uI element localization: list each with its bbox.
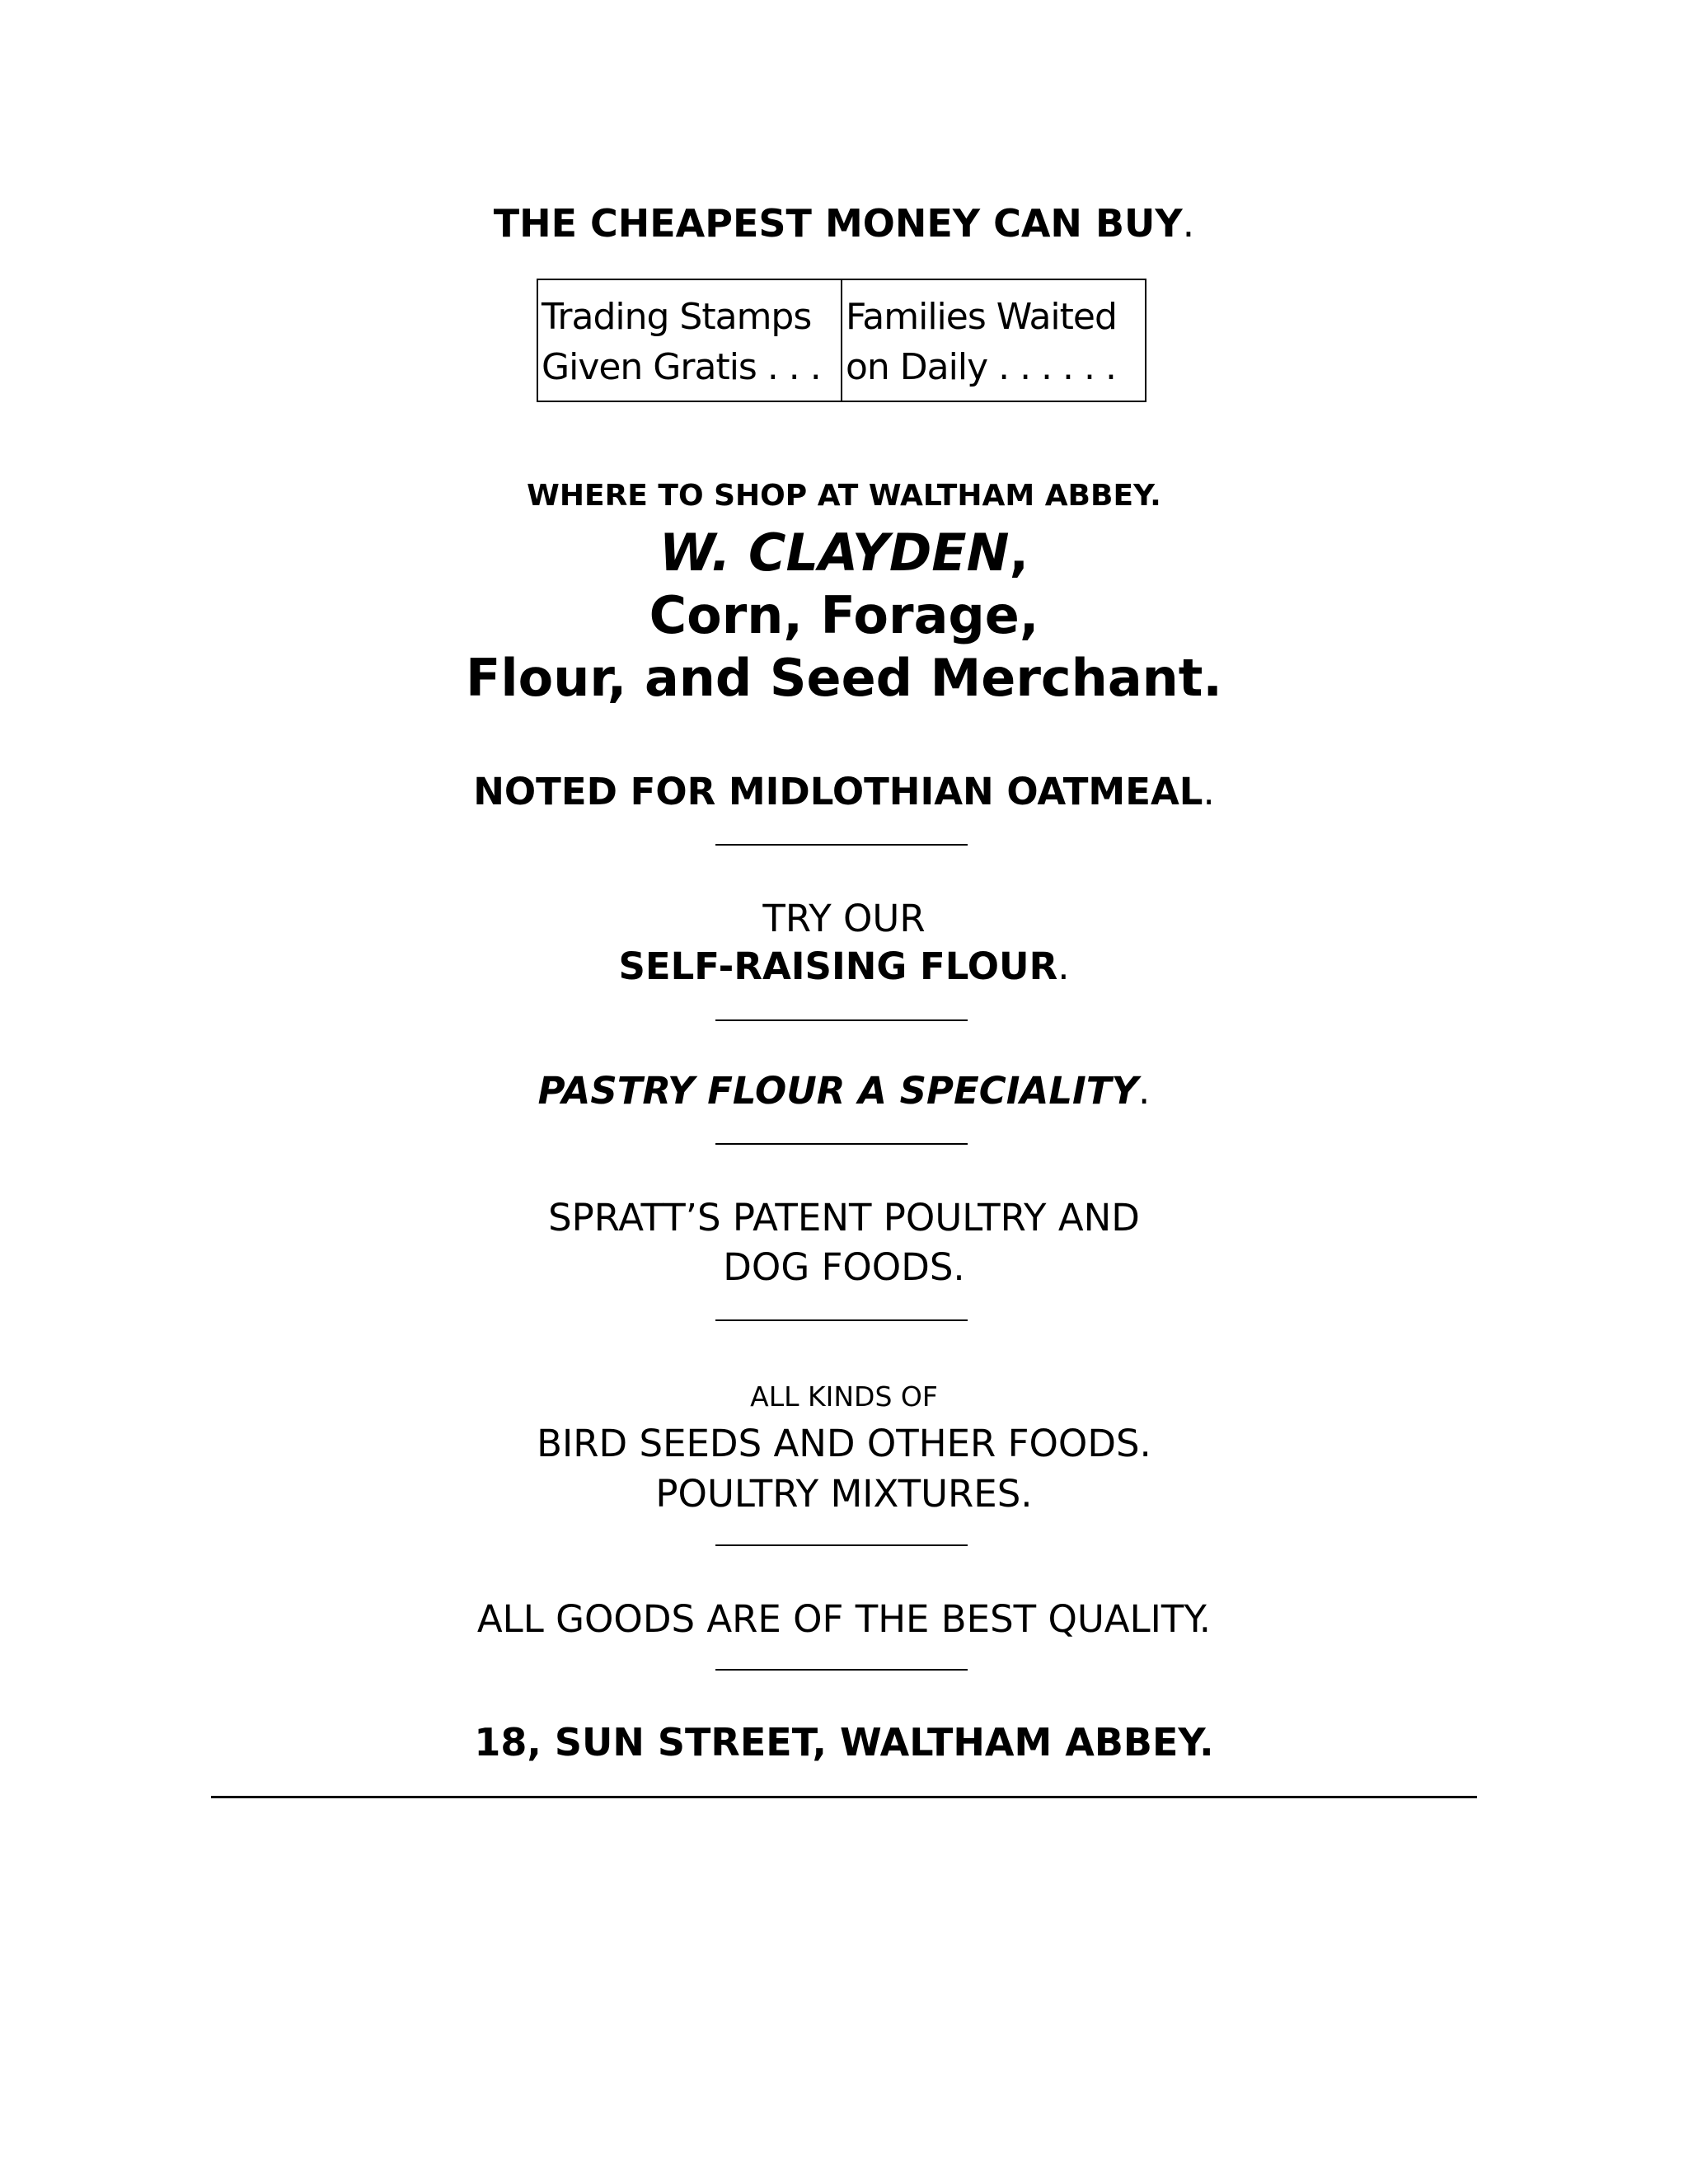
slogan-period: . [1182,201,1195,246]
spratts-line-2: DOG FOODS. [723,1245,965,1289]
oatmeal-text: NOTED FOR MIDLOTHIAN OATMEAL [473,770,1203,813]
trade-line-1: Corn, Forage, [649,585,1039,645]
divider-2 [715,1019,968,1021]
merchant-name-text: W. CLAYDEN [659,523,1010,583]
divider-4 [715,1319,968,1321]
slogan-heading [0,201,1688,246]
self-raising-heading [0,944,1688,988]
oatmeal-period: . [1203,770,1215,813]
pastry-heading [0,1069,1688,1113]
trading-stamps-line1: Trading Stamps [542,296,812,338]
self-raising-text: SELF-RAISING FLOUR [618,944,1058,988]
divider-6 [715,1669,968,1671]
try-our-text: TRY OUR [762,897,926,940]
slogan-text: THE CHEAPEST MONEY CAN BUY [493,201,1183,246]
trade-line-2: Flour, and Seed Merchant. [466,648,1222,708]
divider-3 [715,1143,968,1145]
all-kinds-text: ALL KINDS OF [750,1380,938,1413]
self-raising-period: . [1057,944,1070,988]
bottom-rule [211,1796,1477,1798]
spratts-line-1: SPRATT’S PATENT POULTRY AND [548,1196,1140,1240]
pastry-text: PASTRY FLOUR A SPECIALITY [537,1069,1139,1113]
notice-box [537,279,1146,402]
notice-box-row [537,279,1146,401]
bird-seeds-text: BIRD SEEDS AND OTHER FOODS. [537,1422,1151,1465]
merchant-name-comma: , [1009,523,1029,583]
oatmeal-heading [0,770,1688,813]
families-waited-line1: Families Waited [846,296,1117,338]
trading-stamps-cell [537,279,842,401]
families-waited-cell [842,279,1146,401]
families-waited-line2: on Daily . . . . . . [846,346,1116,388]
divider-1 [715,844,968,846]
best-quality-text: ALL GOODS ARE OF THE BEST QUALITY. [476,1597,1212,1641]
merchant-name [0,523,1688,583]
pastry-period: . [1138,1069,1151,1113]
divider-5 [715,1544,968,1546]
address-text: 18, SUN STREET, WALTHAM ABBEY. [474,1720,1214,1765]
where-to-shop-heading: WHERE TO SHOP AT WALTHAM ABBEY. [527,479,1161,513]
trading-stamps-line2: Given Gratis . . . [542,346,821,388]
poultry-mixtures-text: POULTRY MIXTURES. [655,1472,1033,1516]
